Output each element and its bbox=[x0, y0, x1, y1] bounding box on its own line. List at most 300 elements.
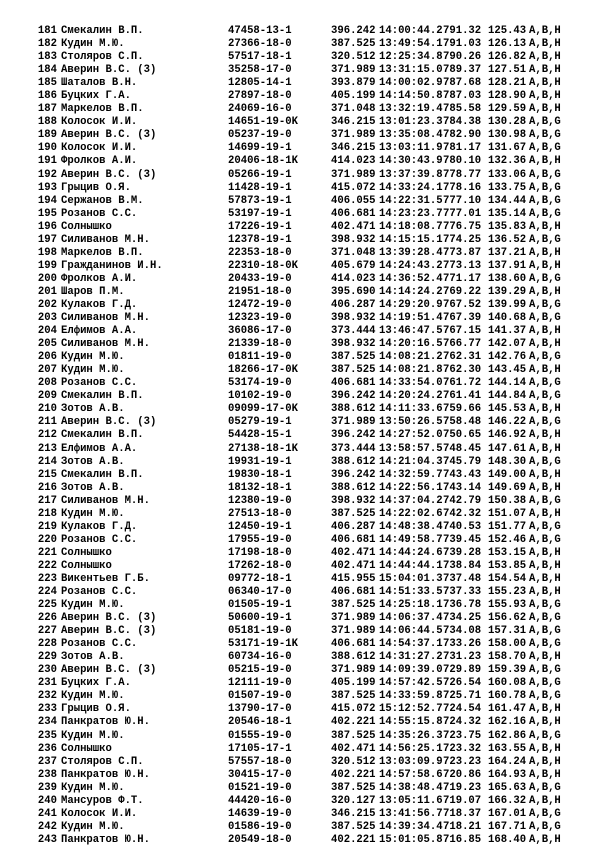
rank: 209 bbox=[37, 390, 57, 403]
speed: 716.85 bbox=[443, 833, 482, 846]
ring-code: 50600-19-1 bbox=[228, 612, 292, 625]
points: 166.32 bbox=[488, 794, 527, 807]
distance: 387.525 bbox=[331, 729, 376, 742]
speed: 776.75 bbox=[443, 220, 482, 233]
distance: 320.127 bbox=[331, 794, 376, 807]
ring-code: 47458-13-1 bbox=[228, 25, 292, 37]
speed: 791.03 bbox=[443, 38, 482, 51]
participant-name: Розанов С.С. bbox=[61, 638, 138, 651]
rank: 221 bbox=[37, 546, 57, 559]
groups: A,B,H bbox=[529, 572, 561, 585]
groups: A,B,G bbox=[529, 599, 561, 612]
ring-code: 11428-19-1 bbox=[228, 181, 292, 194]
rank: 234 bbox=[37, 716, 57, 729]
arrival-time: 14:37:04.2 bbox=[379, 494, 443, 507]
groups: A,B,H bbox=[529, 338, 561, 351]
speed: 726.54 bbox=[443, 677, 482, 690]
points: 135.83 bbox=[488, 220, 527, 233]
arrival-time: 13:32:19.4 bbox=[379, 103, 443, 116]
arrival-time: 14:48:38.4 bbox=[379, 520, 443, 533]
arrival-time: 14:23:23.7 bbox=[379, 207, 443, 220]
participant-name: Мансуров Ф.Т. bbox=[61, 794, 144, 807]
participant-name: Грыцив О.Я. bbox=[61, 181, 131, 194]
ring-code: 27366-18-0 bbox=[228, 38, 292, 51]
ring-code: 05266-19-1 bbox=[228, 168, 292, 181]
ring-code: 24069-16-0 bbox=[228, 103, 292, 116]
points: 149.69 bbox=[488, 481, 527, 494]
points: 142.76 bbox=[488, 351, 527, 364]
arrival-time: 14:18:08.7 bbox=[379, 220, 443, 233]
rank: 207 bbox=[37, 364, 57, 377]
distance: 371.048 bbox=[331, 246, 376, 259]
ring-code: 12450-19-1 bbox=[228, 520, 292, 533]
groups: A,B,G bbox=[529, 116, 561, 129]
rank: 195 bbox=[37, 207, 57, 220]
rank: 229 bbox=[37, 651, 57, 664]
participant-name: Кудин М.Ю. bbox=[61, 507, 125, 520]
distance: 406.681 bbox=[331, 638, 376, 651]
distance: 371.048 bbox=[331, 103, 376, 116]
participant-name: Кулаков Г.Д. bbox=[61, 520, 138, 533]
speed: 762.31 bbox=[443, 351, 482, 364]
rank: 189 bbox=[37, 129, 57, 142]
groups: A,B,H bbox=[529, 285, 561, 298]
distance: 406.681 bbox=[331, 586, 376, 599]
arrival-time: 14:24:43.2 bbox=[379, 259, 443, 272]
distance: 393.879 bbox=[331, 77, 376, 90]
participant-name: Силиванов М.Н. bbox=[61, 494, 151, 507]
rank: 196 bbox=[37, 220, 57, 233]
arrival-time: 14:30:43.9 bbox=[379, 155, 443, 168]
points: 153.15 bbox=[488, 546, 527, 559]
distance: 406.681 bbox=[331, 207, 376, 220]
participant-name: Зотов А.В. bbox=[61, 455, 125, 468]
arrival-time: 14:44:24.6 bbox=[379, 546, 443, 559]
points: 161.47 bbox=[488, 703, 527, 716]
participant-name: Колосок И.И. bbox=[61, 116, 138, 129]
groups: A,B,H bbox=[529, 155, 561, 168]
participant-name: Смекалин В.П. bbox=[61, 390, 144, 403]
points: 164.24 bbox=[488, 755, 527, 768]
speed: 778.77 bbox=[443, 168, 482, 181]
distance: 387.525 bbox=[331, 781, 376, 794]
points: 137.21 bbox=[488, 246, 527, 259]
rank: 220 bbox=[37, 533, 57, 546]
ring-code: 27897-18-0 bbox=[228, 90, 292, 103]
arrival-time: 14:08:21.2 bbox=[379, 351, 443, 364]
distance: 402.221 bbox=[331, 716, 376, 729]
rank: 217 bbox=[37, 494, 57, 507]
distance: 398.932 bbox=[331, 233, 376, 246]
arrival-time: 13:58:57.5 bbox=[379, 442, 443, 455]
arrival-time: 14:36:52.4 bbox=[379, 272, 443, 285]
participant-name: Колосок И.И. bbox=[61, 142, 138, 155]
points: 158.00 bbox=[488, 638, 527, 651]
points: 158.70 bbox=[488, 651, 527, 664]
ring-code: 53197-19-1 bbox=[228, 207, 292, 220]
distance: 387.525 bbox=[331, 364, 376, 377]
points: 151.07 bbox=[488, 507, 527, 520]
groups: A,B,H bbox=[529, 442, 561, 455]
ring-code: 05215-19-0 bbox=[228, 664, 292, 677]
points: 146.92 bbox=[488, 429, 527, 442]
distance: 396.242 bbox=[331, 390, 376, 403]
arrival-time: 14:20:16.5 bbox=[379, 338, 443, 351]
arrival-time: 14:06:44.5 bbox=[379, 625, 443, 638]
points: 146.22 bbox=[488, 416, 527, 429]
participant-name: Столяров С.П. bbox=[61, 51, 144, 64]
points: 139.29 bbox=[488, 285, 527, 298]
rank: 188 bbox=[37, 116, 57, 129]
distance: 387.525 bbox=[331, 820, 376, 833]
arrival-time: 14:22:56.1 bbox=[379, 481, 443, 494]
arrival-time: 14:06:37.4 bbox=[379, 612, 443, 625]
distance: 371.989 bbox=[331, 64, 376, 77]
speed: 773.87 bbox=[443, 246, 482, 259]
speed: 750.65 bbox=[443, 429, 482, 442]
points: 149.00 bbox=[488, 468, 527, 481]
distance: 388.612 bbox=[331, 481, 376, 494]
points: 133.75 bbox=[488, 181, 527, 194]
points: 141.37 bbox=[488, 325, 527, 338]
distance: 415.955 bbox=[331, 572, 376, 585]
points: 143.45 bbox=[488, 364, 527, 377]
participant-name: Смекалин В.П. bbox=[61, 468, 144, 481]
distance: 388.612 bbox=[331, 403, 376, 416]
points: 168.40 bbox=[488, 833, 527, 846]
ring-code: 09772-18-1 bbox=[228, 572, 292, 585]
groups: A,B,H bbox=[529, 259, 561, 272]
participant-name: Аверин В.С. (3) bbox=[61, 168, 157, 181]
arrival-time: 14:33:24.1 bbox=[379, 181, 443, 194]
groups: A,B,G bbox=[529, 377, 561, 390]
points: 134.44 bbox=[488, 194, 527, 207]
participant-name: Кудин М.Ю. bbox=[61, 781, 125, 794]
participant-name: Силиванов М.Н. bbox=[61, 233, 151, 246]
arrival-time: 14:57:42.5 bbox=[379, 677, 443, 690]
groups: A,B,H bbox=[529, 481, 561, 494]
distance: 371.989 bbox=[331, 612, 376, 625]
points: 150.38 bbox=[488, 494, 527, 507]
groups: A,B,H bbox=[529, 403, 561, 416]
ring-code: 01811-19-0 bbox=[228, 351, 292, 364]
rank: 228 bbox=[37, 638, 57, 651]
speed: 785.58 bbox=[443, 103, 482, 116]
rank: 208 bbox=[37, 377, 57, 390]
distance: 387.525 bbox=[331, 38, 376, 51]
groups: A,B,H bbox=[529, 507, 561, 520]
distance: 388.612 bbox=[331, 651, 376, 664]
points: 167.71 bbox=[488, 820, 527, 833]
distance: 405.679 bbox=[331, 259, 376, 272]
arrival-time: 14:39:34.4 bbox=[379, 820, 443, 833]
points: 156.62 bbox=[488, 612, 527, 625]
rank: 239 bbox=[37, 781, 57, 794]
groups: A,B,G bbox=[529, 612, 561, 625]
arrival-time: 14:57:58.6 bbox=[379, 768, 443, 781]
participant-name: Кудин М.Ю. bbox=[61, 351, 125, 364]
distance: 371.989 bbox=[331, 129, 376, 142]
participant-name: Кулаков Г.Д. bbox=[61, 298, 138, 311]
groups: A,B,H bbox=[529, 586, 561, 599]
groups: A,B,G bbox=[529, 142, 561, 155]
rank: 242 bbox=[37, 820, 57, 833]
points: 132.36 bbox=[488, 155, 527, 168]
participant-name: Кудин М.Ю. bbox=[61, 599, 125, 612]
speed: 729.89 bbox=[443, 664, 482, 677]
arrival-time: 13:03:11.9 bbox=[379, 142, 443, 155]
groups: A,B,G bbox=[529, 233, 561, 246]
arrival-time: 13:03:09.9 bbox=[379, 755, 443, 768]
rank: 199 bbox=[37, 259, 57, 272]
ring-code: 21951-18-0 bbox=[228, 285, 292, 298]
points: 148.30 bbox=[488, 455, 527, 468]
participant-name: Кудин М.Ю. bbox=[61, 38, 125, 51]
points: 151.77 bbox=[488, 520, 527, 533]
ring-code: 12323-19-0 bbox=[228, 312, 292, 325]
participant-name: Гражданинов И.Н. bbox=[61, 259, 163, 272]
arrival-time: 14:51:33.5 bbox=[379, 586, 443, 599]
groups: A,B,H bbox=[529, 833, 561, 846]
arrival-time: 13:05:11.6 bbox=[379, 794, 443, 807]
participant-name: Розанов С.С. bbox=[61, 533, 138, 546]
rank: 182 bbox=[37, 38, 57, 51]
arrival-time: 15:01:05.8 bbox=[379, 833, 443, 846]
points: 127.51 bbox=[488, 64, 527, 77]
rank: 206 bbox=[37, 351, 57, 364]
rank: 203 bbox=[37, 312, 57, 325]
rank: 181 bbox=[37, 25, 57, 37]
groups: A,B,H bbox=[529, 794, 561, 807]
speed: 738.84 bbox=[443, 559, 482, 572]
points: 153.85 bbox=[488, 559, 527, 572]
rank: 243 bbox=[37, 833, 57, 846]
ring-code: 54428-15-1 bbox=[228, 429, 292, 442]
distance: 402.471 bbox=[331, 220, 376, 233]
ring-code: 35258-17-0 bbox=[228, 64, 292, 77]
ring-code: 57517-18-1 bbox=[228, 51, 292, 64]
distance: 402.471 bbox=[331, 742, 376, 755]
speed: 777.01 bbox=[443, 207, 482, 220]
arrival-time: 14:44:44.1 bbox=[379, 559, 443, 572]
groups: A,B,G bbox=[529, 272, 561, 285]
participant-name: Буцких Г.А. bbox=[61, 677, 131, 690]
ring-code: 53171-19-1K bbox=[228, 638, 298, 651]
groups: A,B,G bbox=[529, 625, 561, 638]
participant-name: Панкратов Ю.Н. bbox=[61, 833, 151, 846]
points: 157.31 bbox=[488, 625, 527, 638]
participant-name: Силиванов М.Н. bbox=[61, 338, 151, 351]
rank: 224 bbox=[37, 586, 57, 599]
distance: 320.512 bbox=[331, 51, 376, 64]
speed: 736.78 bbox=[443, 599, 482, 612]
groups: A,B,G bbox=[529, 494, 561, 507]
speed: 759.66 bbox=[443, 403, 482, 416]
speed: 740.53 bbox=[443, 520, 482, 533]
distance: 320.512 bbox=[331, 755, 376, 768]
speed: 771.17 bbox=[443, 272, 482, 285]
speed: 743.14 bbox=[443, 481, 482, 494]
rank: 230 bbox=[37, 664, 57, 677]
rank: 231 bbox=[37, 677, 57, 690]
speed: 734.25 bbox=[443, 612, 482, 625]
distance: 371.989 bbox=[331, 625, 376, 638]
groups: A,B,G bbox=[529, 781, 561, 794]
distance: 387.525 bbox=[331, 690, 376, 703]
distance: 371.989 bbox=[331, 664, 376, 677]
speed: 766.77 bbox=[443, 338, 482, 351]
participant-name: Панкратов Ю.Н. bbox=[61, 716, 151, 729]
points: 145.53 bbox=[488, 403, 527, 416]
ring-code: 17198-18-0 bbox=[228, 546, 292, 559]
ring-code: 17262-18-0 bbox=[228, 559, 292, 572]
rank: 214 bbox=[37, 455, 57, 468]
ring-code: 22353-18-0 bbox=[228, 246, 292, 259]
rank: 223 bbox=[37, 572, 57, 585]
speed: 731.23 bbox=[443, 651, 482, 664]
points: 167.01 bbox=[488, 807, 527, 820]
participant-name: Маркелов В.П. bbox=[61, 246, 144, 259]
points: 142.07 bbox=[488, 338, 527, 351]
points: 144.14 bbox=[488, 377, 527, 390]
arrival-time: 14:22:02.6 bbox=[379, 507, 443, 520]
arrival-time: 13:01:23.3 bbox=[379, 116, 443, 129]
ring-code: 30415-17-0 bbox=[228, 768, 292, 781]
distance: 398.932 bbox=[331, 312, 376, 325]
speed: 725.71 bbox=[443, 690, 482, 703]
speed: 718.21 bbox=[443, 820, 482, 833]
speed: 719.23 bbox=[443, 781, 482, 794]
speed: 724.32 bbox=[443, 716, 482, 729]
participant-name: Смекалин В.П. bbox=[61, 429, 144, 442]
distance: 371.989 bbox=[331, 416, 376, 429]
distance: 388.612 bbox=[331, 455, 376, 468]
rank: 185 bbox=[37, 77, 57, 90]
arrival-time: 14:54:37.1 bbox=[379, 638, 443, 651]
ring-code: 53174-19-0 bbox=[228, 377, 292, 390]
groups: A,B,G bbox=[529, 129, 561, 142]
participant-name: Кудин М.Ю. bbox=[61, 690, 125, 703]
arrival-time: 14:55:15.8 bbox=[379, 716, 443, 729]
groups: A,B,H bbox=[529, 364, 561, 377]
ring-code: 18266-17-0K bbox=[228, 364, 298, 377]
speed: 723.75 bbox=[443, 729, 482, 742]
points: 155.93 bbox=[488, 599, 527, 612]
points: 154.54 bbox=[488, 572, 527, 585]
distance: 398.932 bbox=[331, 338, 376, 351]
participant-name: Розанов С.С. bbox=[61, 207, 138, 220]
distance: 396.242 bbox=[331, 25, 376, 37]
rank: 211 bbox=[37, 416, 57, 429]
ring-code: 14639-19-0 bbox=[228, 807, 292, 820]
arrival-time: 14:27:52.0 bbox=[379, 429, 443, 442]
points: 135.14 bbox=[488, 207, 527, 220]
groups: A,B,H bbox=[529, 25, 561, 37]
ring-code: 20406-18-1K bbox=[228, 155, 298, 168]
arrival-time: 15:04:01.3 bbox=[379, 572, 443, 585]
groups: A,B,H bbox=[529, 220, 561, 233]
arrival-time: 14:14:50.8 bbox=[379, 90, 443, 103]
participant-name: Столяров С.П. bbox=[61, 755, 144, 768]
points: 160.78 bbox=[488, 690, 527, 703]
ring-code: 57557-18-0 bbox=[228, 755, 292, 768]
distance: 405.199 bbox=[331, 677, 376, 690]
rank: 194 bbox=[37, 194, 57, 207]
distance: 371.989 bbox=[331, 168, 376, 181]
ring-code: 13790-17-0 bbox=[228, 703, 292, 716]
speed: 774.25 bbox=[443, 233, 482, 246]
participant-name: Елфимов А.А. bbox=[61, 325, 138, 338]
ring-code: 20433-19-0 bbox=[228, 272, 292, 285]
distance: 387.525 bbox=[331, 507, 376, 520]
groups: A,B,G bbox=[529, 638, 561, 651]
distance: 346.215 bbox=[331, 116, 376, 129]
ring-code: 14651-19-0K bbox=[228, 116, 298, 129]
ring-code: 20546-18-1 bbox=[228, 716, 292, 729]
distance: 395.690 bbox=[331, 285, 376, 298]
arrival-time: 14:31:27.2 bbox=[379, 651, 443, 664]
rank: 227 bbox=[37, 625, 57, 638]
speed: 777.10 bbox=[443, 194, 482, 207]
groups: A,B,G bbox=[529, 312, 561, 325]
participant-name: Кудин М.Ю. bbox=[61, 820, 125, 833]
participant-name: Зотов А.В. bbox=[61, 651, 125, 664]
rank: 205 bbox=[37, 338, 57, 351]
distance: 414.023 bbox=[331, 155, 376, 168]
ring-code: 06340-17-0 bbox=[228, 586, 292, 599]
points: 164.93 bbox=[488, 768, 527, 781]
rank: 187 bbox=[37, 103, 57, 116]
participant-name: Кудин М.Ю. bbox=[61, 364, 125, 377]
participant-name: Фролков А.И. bbox=[61, 272, 138, 285]
ring-code: 57873-19-1 bbox=[228, 194, 292, 207]
groups: A,B,H bbox=[529, 77, 561, 90]
points: 160.08 bbox=[488, 677, 527, 690]
rank: 191 bbox=[37, 155, 57, 168]
participant-name: Солнышко bbox=[61, 559, 112, 572]
rank: 235 bbox=[37, 729, 57, 742]
rank: 212 bbox=[37, 429, 57, 442]
ring-code: 17105-17-1 bbox=[228, 742, 292, 755]
arrival-time: 14:22:31.5 bbox=[379, 194, 443, 207]
arrival-time: 14:08:21.8 bbox=[379, 364, 443, 377]
arrival-time: 14:29:20.9 bbox=[379, 298, 443, 311]
rank: 222 bbox=[37, 559, 57, 572]
participant-name: Аверин В.С. (3) bbox=[61, 64, 157, 77]
rank: 186 bbox=[37, 90, 57, 103]
rank: 215 bbox=[37, 468, 57, 481]
points: 138.60 bbox=[488, 272, 527, 285]
ring-code: 22310-18-0K bbox=[228, 259, 298, 272]
ring-code: 12805-14-1 bbox=[228, 77, 292, 90]
speed: 742.32 bbox=[443, 507, 482, 520]
participant-name: Солнышко bbox=[61, 546, 112, 559]
groups: A,B,H bbox=[529, 90, 561, 103]
rank: 225 bbox=[37, 599, 57, 612]
arrival-time: 14:32:59.7 bbox=[379, 468, 443, 481]
points: 128.21 bbox=[488, 77, 527, 90]
groups: A,B,G bbox=[529, 168, 561, 181]
speed: 791.32 bbox=[443, 25, 482, 37]
participant-name: Зотов А.В. bbox=[61, 403, 125, 416]
speed: 769.22 bbox=[443, 285, 482, 298]
participant-name: Сержанов В.М. bbox=[61, 194, 144, 207]
rank: 200 bbox=[37, 272, 57, 285]
speed: 739.28 bbox=[443, 546, 482, 559]
ring-code: 19931-19-1 bbox=[228, 455, 292, 468]
arrival-time: 15:12:52.7 bbox=[379, 703, 443, 716]
arrival-time: 13:31:15.0 bbox=[379, 64, 443, 77]
